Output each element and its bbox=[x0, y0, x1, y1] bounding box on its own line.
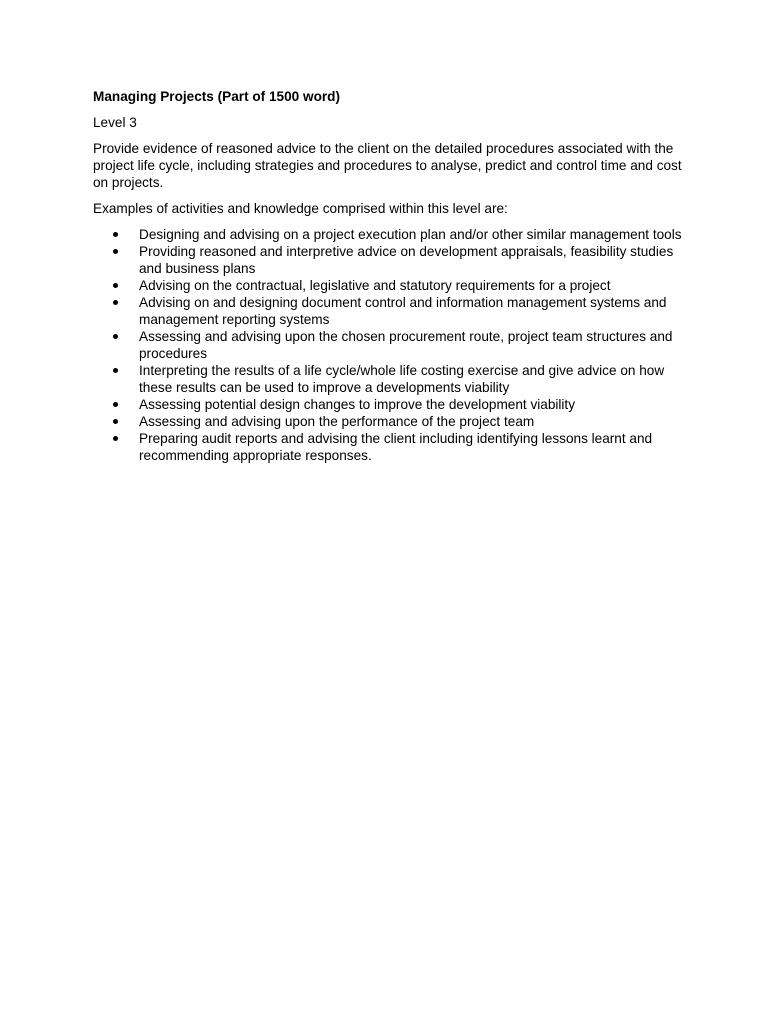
bullet-icon bbox=[113, 419, 118, 424]
list-item bbox=[93, 328, 693, 362]
bullet-icon bbox=[113, 300, 118, 305]
document-content bbox=[93, 88, 693, 464]
bullet-icon bbox=[113, 232, 118, 237]
intro-paragraph: Provide evidence of reasoned advice to the client on the detailed procedures associated with the project life cycle, including strategies and procedures to analyse, predict and control time and cost on projects. bbox=[93, 141, 682, 190]
level-label: Level 3 bbox=[93, 115, 137, 130]
list-item bbox=[93, 277, 693, 294]
list-item-text: Assessing potential design changes to improve the development viability bbox=[139, 397, 576, 412]
list-item-text: Interpreting the results of a life cycle/whole life costing exercise and give advice on how these results can be used to improve a developments viability bbox=[139, 363, 665, 395]
bullet-icon bbox=[113, 249, 118, 254]
bullet-icon bbox=[113, 368, 118, 373]
examples-heading: Examples of activities and knowledge comprised within this level are: bbox=[93, 201, 508, 216]
list-item bbox=[93, 430, 693, 464]
activities-list bbox=[93, 226, 693, 464]
bullet-icon bbox=[113, 436, 118, 441]
list-item-text: Designing and advising on a project execution plan and/or other similar management tools bbox=[139, 227, 682, 242]
document-title: Managing Projects (Part of 1500 word) bbox=[93, 89, 341, 104]
bullet-icon bbox=[113, 334, 118, 339]
list-item-text: Advising on the contractual, legislative and statutory requirements for a project bbox=[139, 278, 611, 293]
list-item bbox=[93, 413, 693, 430]
list-item-text: Assessing and advising upon the chosen procurement route, project team structures and procedures bbox=[139, 329, 673, 361]
list-item-text: Assessing and advising upon the performance of the project team bbox=[139, 414, 535, 429]
list-item bbox=[93, 362, 693, 396]
list-item-text: Preparing audit reports and advising the client including identifying lessons learnt and recommending appropriate responses. bbox=[139, 431, 653, 463]
list-item bbox=[93, 396, 693, 413]
list-item bbox=[93, 226, 693, 243]
list-item bbox=[93, 243, 693, 277]
list-item-text: Providing reasoned and interpretive advice on development appraisals, feasibility studies and business plans bbox=[139, 244, 674, 276]
bullet-icon bbox=[113, 283, 118, 288]
bullet-icon bbox=[113, 402, 118, 407]
list-item bbox=[93, 294, 693, 328]
list-item-text: Advising on and designing document control and information management systems and management reporting systems bbox=[139, 295, 667, 327]
